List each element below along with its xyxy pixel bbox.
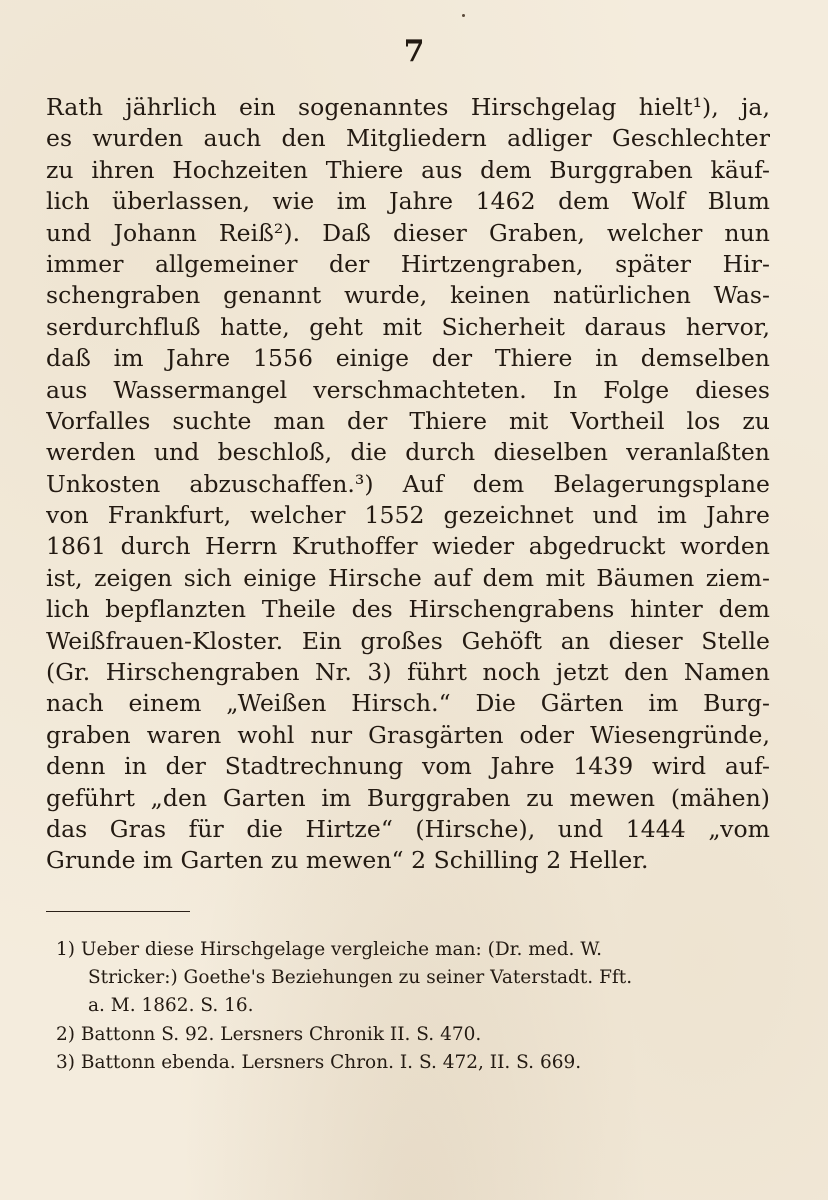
body-line: geführt „den Garten im Burggraben zu mewen (mähen) [46, 783, 770, 812]
body-line: Weißfrauen-Kloster. Ein großes Gehöft an dieser Stelle [46, 626, 770, 655]
body-line: ist, zeigen sich einige Hirsche auf dem mit Bäumen ziem- [46, 563, 770, 592]
body-line: Unkosten abzuschaffen.³) Auf dem Belagerungsplane [46, 469, 770, 498]
footnote-divider [46, 911, 190, 912]
footnote-2: 2) Battonn S. 92. Lersners Chronik II. S. 470. [56, 1023, 482, 1045]
body-line: es wurden auch den Mitgliedern adliger Geschlechter [46, 124, 770, 153]
footnote-1: 1) Ueber diese Hirschgelage vergleiche man: (Dr. med. W. [56, 939, 602, 960]
body-line: Vorfalles suchte man der Thiere mit Vortheil los zu [46, 406, 770, 435]
body-line: lich bepflanzten Theile des Hirschengrabens hinter dem [46, 595, 770, 624]
footnotes [56, 936, 756, 1077]
body-line: Rath jährlich ein sogenanntes Hirschgelag hielt¹), ja, [46, 93, 770, 121]
body-line: graben waren wohl nur Grasgärten oder Wiesengründe, [46, 720, 770, 749]
body-line: und Johann Reiß²). Daß dieser Graben, welcher nun [46, 218, 770, 247]
body-line: denn in der Stadtrechnung vom Jahre 1439 wird auf- [46, 752, 770, 781]
body-line: serdurchfluß hatte, geht mit Sicherheit daraus hervor, [46, 312, 770, 341]
body-line: aus Wassermangel verschmachteten. In Folge dieses [46, 375, 770, 404]
footnote-1-continuation: a. M. 1862. S. 16. [88, 995, 254, 1017]
body-line: 1861 durch Herrn Kruthoffer wieder abgedruckt worden [46, 532, 770, 561]
body-line: werden und beschloß, die durch dieselben veranlaßten [46, 438, 770, 467]
body-line: von Frankfurt, welcher 1552 gezeichnet und im Jahre [46, 501, 770, 530]
body-line: daß im Jahre 1556 einige der Thiere in demselben [46, 344, 770, 373]
body-line: nach einem „Weißen Hirsch.“ Die Gärten im Burg- [46, 689, 770, 718]
body-line: (Gr. Hirschengraben Nr. 3) führt noch jetzt den Namen [46, 658, 770, 687]
footnote-1-continuation: Stricker:) Goethe's Beziehungen zu seiner Vaterstadt. Fft. [88, 967, 633, 989]
body-line: immer allgemeiner der Hirtzengraben, später Hir- [46, 249, 770, 278]
body-line: zu ihren Hochzeiten Thiere aus dem Burggraben käuf- [46, 155, 770, 184]
footnote-3: 3) Battonn ebenda. Lersners Chron. I. S. 472, II. S. 669. [56, 1051, 582, 1073]
page-number: 7 [403, 34, 425, 69]
body-line: lich überlassen, wie im Jahre 1462 dem Wolf Blum [46, 187, 770, 216]
paper-speck [462, 14, 465, 17]
body-line: schengraben genannt wurde, keinen natürlichen Was- [46, 281, 770, 310]
body-line: das Gras für die Hirtze“ (Hirsche), und 1444 „vom [46, 814, 770, 843]
body-text [46, 92, 770, 877]
body-line: Grunde im Garten zu mewen“ 2 Schilling 2 Heller. [46, 846, 649, 875]
